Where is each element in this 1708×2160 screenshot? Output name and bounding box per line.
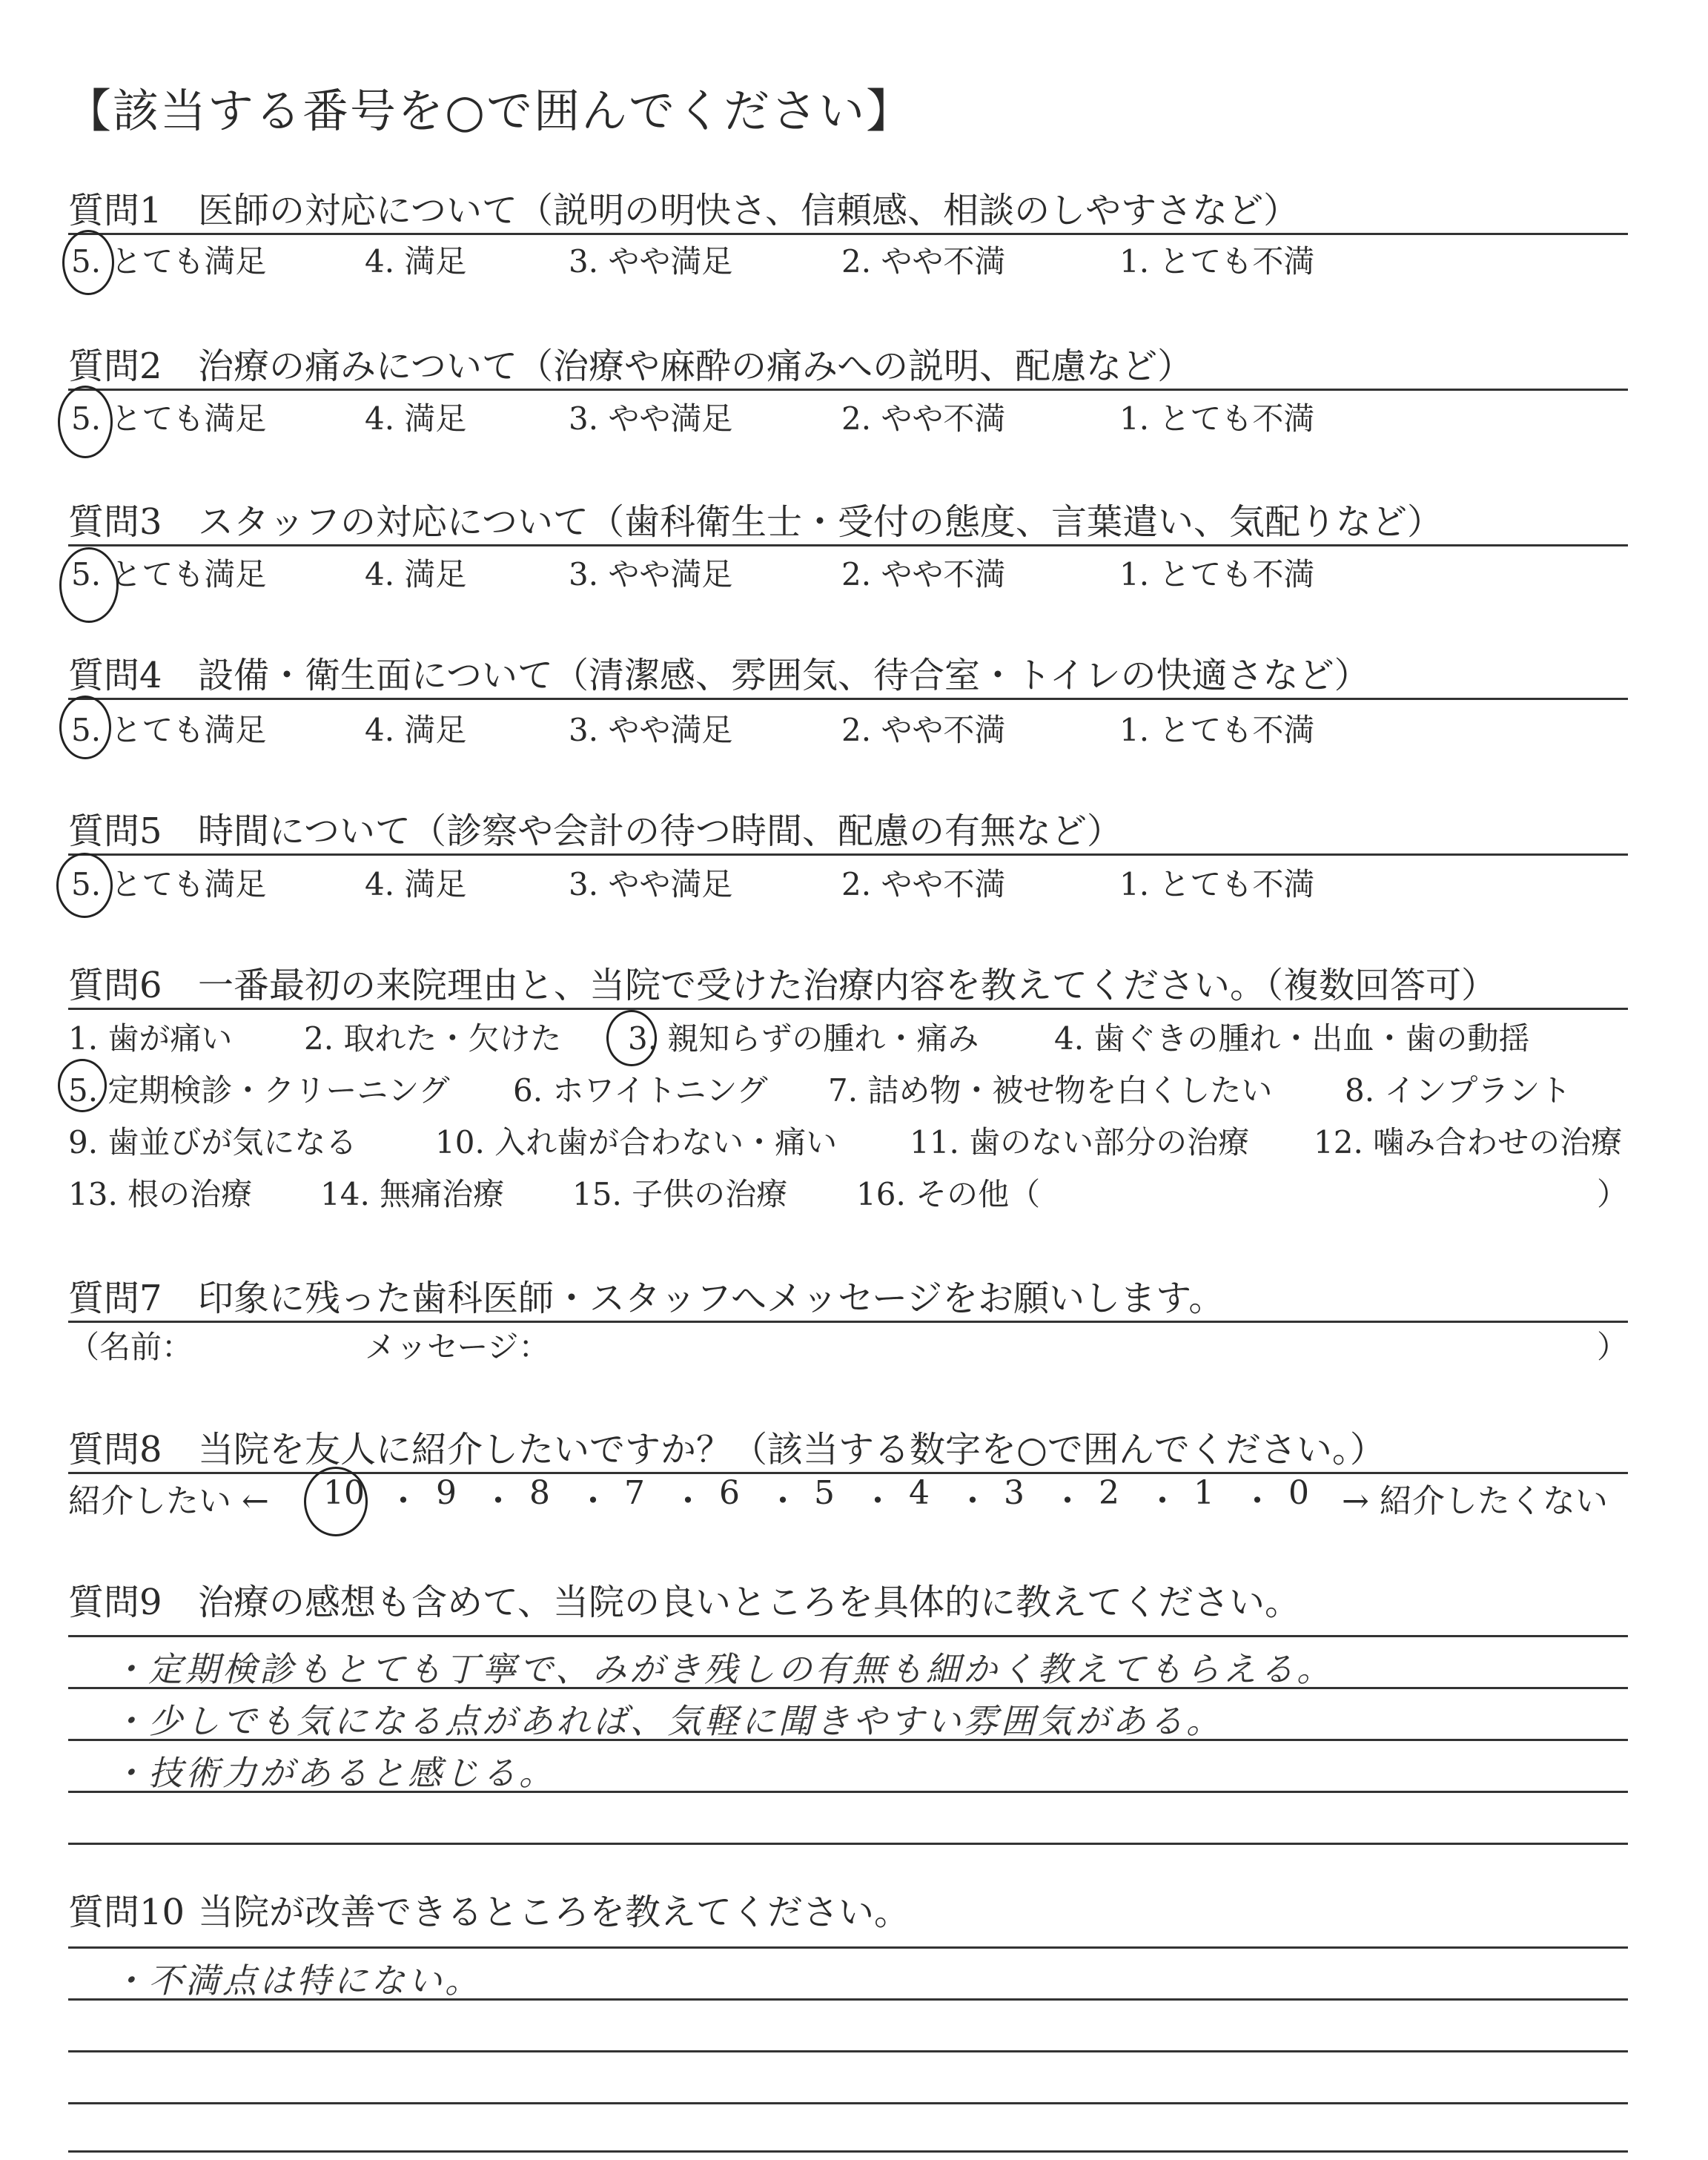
- question-number: 質問3: [68, 501, 162, 543]
- scale-value-2[interactable]: 2: [1099, 1474, 1119, 1512]
- reason-option[interactable]: 8. インプラント: [1345, 1072, 1572, 1109]
- option-3[interactable]: 3. やや満足: [569, 556, 733, 592]
- option-3[interactable]: 3. やや満足: [569, 243, 733, 280]
- reason-option[interactable]: 4. 歯ぐきの腫れ・出血・歯の動揺: [1054, 1020, 1530, 1057]
- reason-option[interactable]: 15. 子供の治療: [572, 1176, 788, 1212]
- question-6: [68, 957, 1628, 1010]
- answer-line: [68, 2102, 1628, 2104]
- question-number: 質問9: [68, 1582, 162, 1623]
- question-5: [68, 802, 1628, 856]
- answer-line: [68, 1791, 1628, 1793]
- question-8: [68, 1421, 1628, 1474]
- answer-line: [68, 1998, 1628, 2001]
- other-close-paren: ）: [1596, 1176, 1628, 1212]
- question-number: 質問2: [68, 346, 162, 387]
- option-1[interactable]: 1. とても不満: [1119, 400, 1315, 437]
- selection-circle: [58, 1059, 107, 1112]
- option-1[interactable]: 1. とても不満: [1119, 243, 1315, 280]
- reason-option[interactable]: 5. 定期検診・クリーニング: [68, 1072, 450, 1109]
- reason-option[interactable]: 10. 入れ歯が合わない・痛い: [435, 1124, 838, 1160]
- option-5[interactable]: 5. とても満足: [71, 243, 267, 280]
- option-4[interactable]: 4. 満足: [365, 400, 467, 437]
- question-number: 質問5: [68, 810, 162, 852]
- scale-dot: ・: [577, 1482, 609, 1520]
- handwritten-answer: ・少しでも気になる点があれば、気軽に聞きやすい雰囲気がある。: [111, 1701, 1223, 1741]
- answer-line: [68, 2150, 1628, 2153]
- question-text: 印象に残った歯科医師・スタッフへメッセージをお願いします。: [198, 1278, 1225, 1319]
- question-text: 設備・衛生面について（清潔感、雰囲気、待合室・トイレの快適さなど）: [198, 655, 1370, 696]
- scale-value-6[interactable]: 6: [719, 1474, 740, 1512]
- selection-circle: [58, 386, 113, 458]
- answer-line: [68, 1687, 1628, 1689]
- selection-circle: [59, 547, 119, 623]
- reason-option[interactable]: 6. ホワイトニング: [513, 1072, 768, 1109]
- scale-dot: ・: [1146, 1482, 1179, 1520]
- answer-line: [68, 1843, 1628, 1845]
- handwritten-answer: ・定期検診もとても丁寧で、みがき残しの有無も細かく教えてもらえる。: [111, 1649, 1334, 1689]
- question-10: [68, 1883, 1628, 1935]
- option-2[interactable]: 2. やや不満: [841, 400, 1006, 437]
- message-close-paren: ）: [1596, 1329, 1628, 1365]
- scale-dot: ・: [1051, 1482, 1084, 1520]
- reason-option[interactable]: 1. 歯が痛い: [68, 1020, 233, 1057]
- selection-circle: [56, 853, 113, 918]
- option-2[interactable]: 2. やや不満: [841, 712, 1006, 748]
- option-3[interactable]: 3. やや満足: [569, 866, 733, 902]
- question-text: 治療の感想も含めて、当院の良いところを具体的に教えてください。: [198, 1582, 1301, 1623]
- question-number: 質問4: [68, 655, 162, 696]
- question-number: 質問10: [68, 1892, 185, 1933]
- scale-dot: ・: [387, 1482, 420, 1520]
- option-4[interactable]: 4. 満足: [365, 243, 467, 280]
- selection-circle: [304, 1467, 368, 1536]
- question-number: 質問8: [68, 1429, 162, 1470]
- answer-line: [68, 1635, 1628, 1637]
- option-5[interactable]: 5. とても満足: [71, 556, 267, 592]
- reason-option[interactable]: 12. 噛み合わせの治療: [1314, 1124, 1623, 1160]
- answer-line: [68, 1946, 1628, 1949]
- question-3: [68, 493, 1628, 546]
- option-3[interactable]: 3. やや満足: [569, 712, 733, 748]
- scale-value-0[interactable]: 0: [1288, 1474, 1309, 1512]
- reason-option[interactable]: 13. 根の治療: [68, 1176, 253, 1212]
- selection-circle: [606, 1010, 657, 1066]
- question-4: [68, 647, 1628, 700]
- answer-line: [68, 2050, 1628, 2052]
- scale-dot: ・: [482, 1482, 514, 1520]
- question-number: 質問1: [68, 190, 162, 231]
- scale-value-9[interactable]: 9: [436, 1474, 457, 1512]
- scale-right-label: → 紹介したくない: [1342, 1482, 1608, 1520]
- scale-dot: ・: [861, 1482, 894, 1520]
- question-number: 質問6: [68, 965, 162, 1006]
- reason-option[interactable]: 11. 歯のない部分の治療: [910, 1124, 1250, 1160]
- scale-dot: ・: [672, 1482, 704, 1520]
- option-1[interactable]: 1. とても不満: [1119, 556, 1315, 592]
- question-1: [68, 182, 1628, 235]
- selection-circle: [62, 230, 114, 295]
- question-text: 時間について（診察や会計の待つ時間、配慮の有無など）: [198, 810, 1123, 852]
- name-label: （名前：: [68, 1329, 193, 1365]
- reason-option[interactable]: 3. 親知らずの腫れ・痛み: [628, 1020, 979, 1057]
- question-7: [68, 1269, 1628, 1323]
- option-5[interactable]: 5. とても満足: [71, 866, 267, 902]
- answer-line: [68, 1739, 1628, 1741]
- option-3[interactable]: 3. やや満足: [569, 400, 733, 437]
- option-2[interactable]: 2. やや不満: [841, 866, 1006, 902]
- question-text: 一番最初の来院理由と、当院で受けた治療内容を教えてください。（複数回答可）: [198, 965, 1497, 1006]
- scale-dot: ・: [956, 1482, 989, 1520]
- option-4[interactable]: 4. 満足: [365, 712, 467, 748]
- question-text: 当院を友人に紹介したいですか？（該当する数字を○で囲んでください。）: [198, 1429, 1386, 1470]
- option-1[interactable]: 1. とても不満: [1119, 866, 1315, 902]
- reason-option[interactable]: 2. 取れた・欠けた: [304, 1020, 562, 1057]
- handwritten-answer: ・技術力があると感じる。: [111, 1753, 556, 1793]
- option-1[interactable]: 1. とても不満: [1119, 712, 1315, 748]
- question-2: [68, 337, 1628, 391]
- scale-dot: ・: [767, 1482, 799, 1520]
- question-text: スタッフの対応について（歯科衛生士・受付の態度、言葉遣い、気配りなど）: [198, 501, 1443, 543]
- option-5[interactable]: 5. とても満足: [71, 400, 267, 437]
- scale-value-7[interactable]: 7: [624, 1474, 645, 1512]
- question-text: 当院が改善できるところを教えてください。: [198, 1892, 910, 1933]
- question-text: 治療の痛みについて（治療や麻酔の痛みへの説明、配慮など）: [198, 346, 1194, 387]
- selection-circle: [59, 696, 111, 759]
- page-title: 【該当する番号を○で囲んでください】: [65, 84, 914, 138]
- option-4[interactable]: 4. 満足: [365, 866, 467, 902]
- question-text: 医師の対応について（説明の明快さ、信頼感、相談のしやすさなど）: [198, 190, 1300, 231]
- option-4[interactable]: 4. 満足: [365, 556, 467, 592]
- reason-option-other[interactable]: 16. その他（: [856, 1176, 1041, 1212]
- reason-option[interactable]: 9. 歯並びが気になる: [68, 1124, 357, 1160]
- scale-value-1[interactable]: 1: [1194, 1474, 1214, 1512]
- option-5[interactable]: 5. とても満足: [71, 712, 267, 748]
- scale-value-4[interactable]: 4: [909, 1474, 930, 1512]
- question-9: [68, 1573, 1628, 1625]
- scale-dot: ・: [1241, 1482, 1274, 1520]
- question-number: 質問7: [68, 1278, 162, 1319]
- message-label: メッセージ：: [365, 1329, 550, 1365]
- scale-value-8[interactable]: 8: [529, 1474, 550, 1512]
- reason-option[interactable]: 7. 詰め物・被せ物を白くしたい: [828, 1072, 1273, 1109]
- scale-value-5[interactable]: 5: [814, 1474, 835, 1512]
- handwritten-answer: ・不満点は特にない。: [111, 1961, 482, 2001]
- reason-option[interactable]: 14. 無痛治療: [320, 1176, 505, 1212]
- option-2[interactable]: 2. やや不満: [841, 556, 1006, 592]
- option-2[interactable]: 2. やや不満: [841, 243, 1006, 280]
- scale-value-10[interactable]: 10: [323, 1474, 365, 1512]
- scale-value-3[interactable]: 3: [1004, 1474, 1025, 1512]
- scale-left-label: 紹介したい ←: [68, 1482, 269, 1520]
